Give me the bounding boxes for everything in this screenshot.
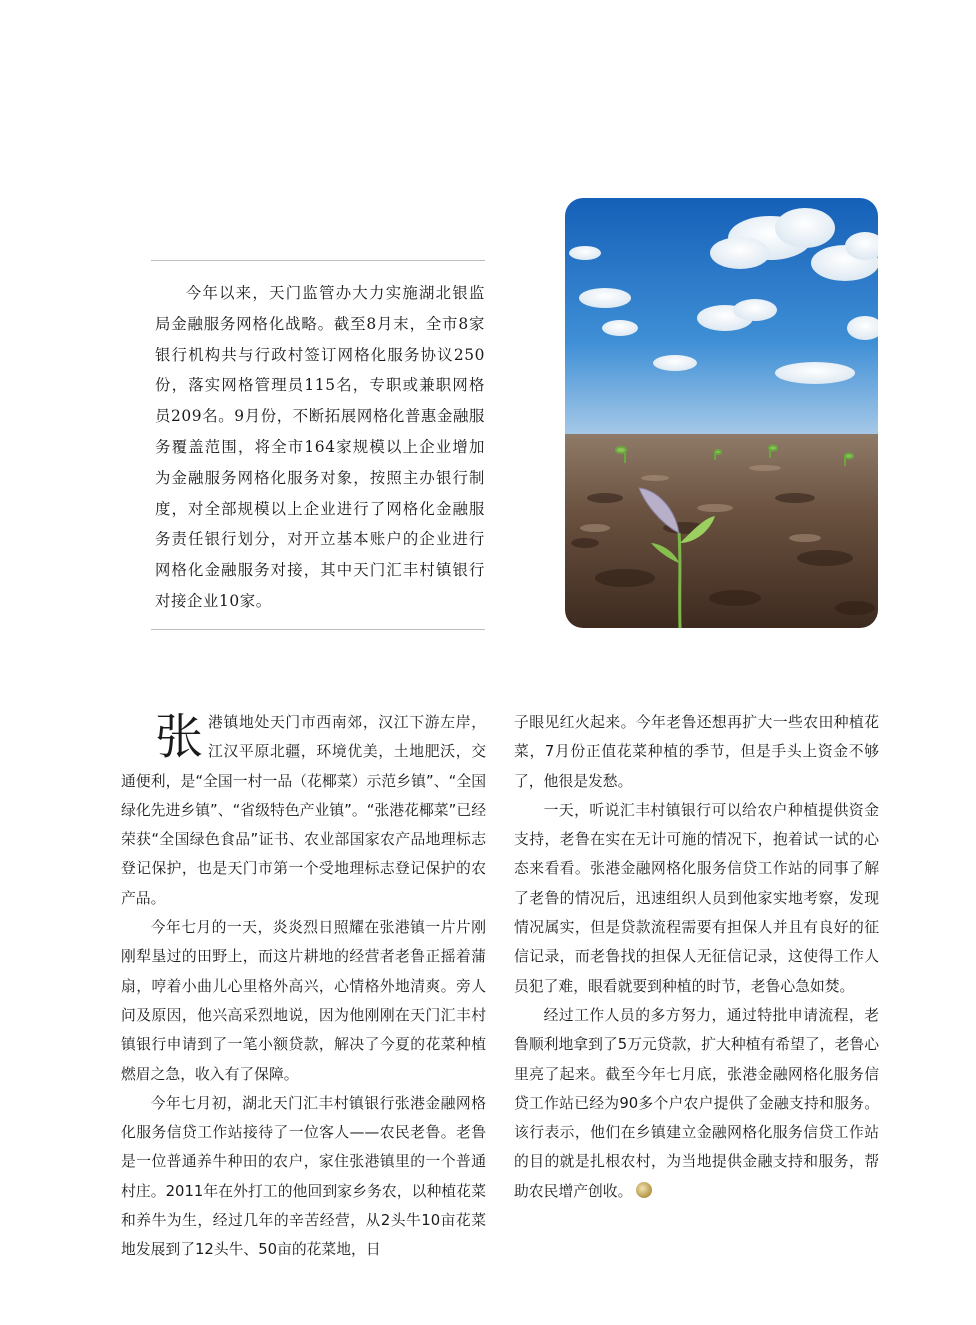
- article-paragraph-4: 一天，听说汇丰村镇银行可以给农户种植提供资金支持，老鲁在实在无计可施的情况下，抱着试一试的心态来看看。张港金融网格化服务信贷工作站的同事了解了老鲁的情况后，迅速组织人员到他家实地考察，发现情况属实，但是贷款流程需要有担保人并且有良好的征信记录，而老鲁找的担保人无征信记录，这使得工作人员犯了难，眼看就要到种植的时节，老鲁心急如焚。: [514, 801, 879, 995]
- drop-cap: 张: [155, 709, 204, 765]
- article-column-right: [514, 708, 879, 1206]
- summary-bottom-rule: [151, 629, 485, 630]
- summary-text: 今年以来，天门监管办大力实施湖北银监局金融服务网格化战略。截至8月末，全市8家银行机构共与行政村签订网格化服务协议250份，落实网格管理员115名，专职或兼职网格员209名。9月份，不断拓展网格化普惠金融服务覆盖范围，将全市164家规模以上企业增加为金融服务网格化服务对象，按照主办银行制度，对全部规模以上企业进行了网格化金融服务责任银行划分，对开立基本账户的企业进行网格化金融服务对接，其中天门汇丰村镇银行对接企业10家。: [155, 284, 485, 610]
- end-mark-icon: [636, 1182, 652, 1198]
- seedling-field-illustration: [565, 198, 878, 628]
- article-paragraph-2: 今年七月的一天，炎炎烈日照耀在张港镇一片片刚刚犁垦过的田野上，而这片耕地的经营者老鲁正摇着蒲扇，哼着小曲儿心里格外高兴，心情格外地清爽。旁人问及原因，他兴高采烈地说，因为他刚刚在天门汇丰村镇银行申请到了一笔小额贷款，解决了今夏的花菜种植燃眉之急，收入有了保障。: [121, 919, 486, 1083]
- summary-top-rule: [151, 260, 485, 261]
- article-column-left: [121, 708, 486, 1265]
- paragraph-1-text: 港镇地处天门市西南郊，汉江下游左岸，江汉平原北疆，环境优美，土地肥沃，交通便利，是“全国一村一品（花椰菜）示范乡镇”、“全国绿化先进乡镇”、“省级特色产业镇”。“张港花椰菜”已经荣获“全国绿色食品”证书、农业部国家农产品地理标志登记保护，也是天门市第一个受地理标志登记保护的农产品。: [121, 714, 486, 907]
- farmland-photo: [565, 198, 878, 628]
- summary-box: [155, 278, 485, 617]
- paragraph-5-text: 经过工作人员的多方努力，通过特批申请流程，老鲁顺利地拿到了5万元贷款，扩大种植有希望了，老鲁心里亮了起来。截至今年七月底，张港金融网格化服务信贷工作站已经为90多个户农户提供了金融支持和服务。该行表示，他们在乡镇建立金融网格化服务信贷工作站的目的就是扎根农村，为当地提供金融支持和服务，帮助农民增产创收。: [514, 1006, 879, 1200]
- article-paragraph-5: [514, 1001, 879, 1206]
- article-paragraph-3-continued: 子眼见红火起来。今年老鲁还想再扩大一些农田种植花菜，7月份正值花菜种植的季节，但是手头上资金不够了，他很是发愁。: [514, 714, 879, 790]
- article-paragraph-1: [121, 708, 486, 913]
- article-paragraph-3: 今年七月初，湖北天门汇丰村镇银行张港金融网格化服务信贷工作站接待了一位客人——农民老鲁。老鲁是一位普通养牛种田的农户，家住张港镇里的一个普通村庄。2011年在外打工的他回到家乡务农，以种植花菜和养牛为生，经过几年的辛苦经营，从2头牛10亩花菜地发展到了12头牛、50亩的花菜地，日: [121, 1094, 486, 1259]
